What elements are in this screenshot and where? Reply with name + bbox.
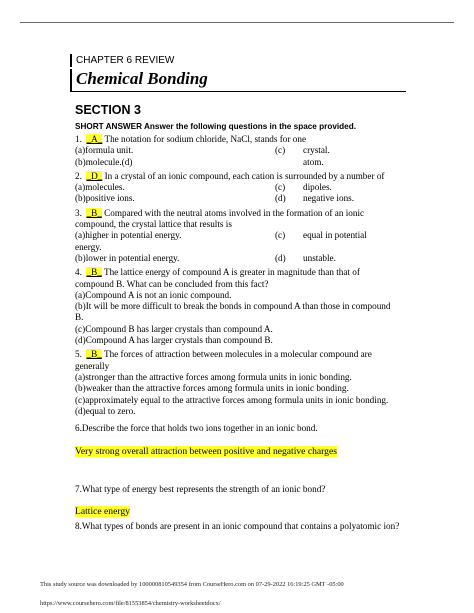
question-5 bbox=[75, 349, 400, 417]
section-instructions: SHORT ANSWER Answer the following questions in the space provided. bbox=[75, 122, 356, 131]
question-number: 3. bbox=[75, 207, 82, 218]
option-a: (a)Compound A is not an ionic compound. bbox=[75, 289, 232, 300]
option-c: (c)Compound B has larger crystals than compound A. bbox=[75, 323, 273, 334]
option-a: (a)formula unit. bbox=[75, 145, 134, 156]
question-text: The forces of attraction between molecules in a molecular compound are generally bbox=[75, 349, 372, 371]
answer-highlight: _A_ bbox=[86, 134, 103, 144]
option-d: unstable. bbox=[303, 252, 336, 263]
section-title: SECTION 3 bbox=[75, 103, 141, 117]
footer-url: https://www.coursehero.com/file/81553854/chemistry-worksheetdocx/ bbox=[40, 600, 221, 607]
question-7 bbox=[75, 484, 400, 518]
question-2 bbox=[75, 171, 400, 205]
option-b: (b)It will be more difficult to break the bonds in compound A than those in compound B. bbox=[75, 301, 391, 323]
option-b: (b)weaker than the attractive forces among formula units in ionic bonding. bbox=[75, 383, 349, 394]
title-block bbox=[70, 69, 406, 92]
footer-download-notice: This study source was downloaded by 100000810549354 from CourseHero.com on 07-29-2022 16:19:25 GMT -05:00 bbox=[40, 581, 344, 588]
option-b: (b)lower in potential energy. bbox=[75, 252, 180, 263]
chapter-label: CHAPTER 6 REVIEW bbox=[70, 54, 406, 67]
question-text: Compared with the neutral atoms involved in the formation of an ionic compound, the crystal lattice that results is bbox=[75, 207, 365, 230]
option-d: atom. bbox=[303, 156, 324, 167]
option-d: (d)equal to zero. bbox=[75, 405, 136, 416]
question-3 bbox=[75, 208, 400, 264]
option-c: equal in potential bbox=[303, 230, 367, 241]
option-a: (a)stronger than the attractive forces among formula units in ionic bonding. bbox=[75, 371, 352, 382]
question-text: The notation for sodium chloride, NaCl, stands for one bbox=[104, 134, 307, 144]
option-c: (c)approximately equal to the attractive forces among formula units in ionic bonding. bbox=[75, 394, 389, 405]
question-number: 1. bbox=[75, 134, 82, 144]
option-a: (a)higher in potential energy. bbox=[75, 230, 182, 241]
question-text: In a crystal of an ionic compound, each cation is surrounded by a number of bbox=[104, 170, 385, 181]
chapter-title: Chemical Bonding bbox=[76, 69, 208, 88]
option-c: crystal. bbox=[303, 145, 330, 156]
question-number: 2. bbox=[75, 170, 82, 181]
question-text: The lattice energy of compound A is greater in magnitude than that of compound B. What can be concluded from this fact? bbox=[75, 267, 360, 289]
option-c: dipoles. bbox=[303, 182, 332, 193]
option-d-label: (d) bbox=[275, 252, 286, 263]
option-c-label: (c) bbox=[275, 145, 286, 156]
question-4 bbox=[75, 267, 400, 346]
questions-body bbox=[75, 134, 400, 533]
question-text: 7.What type of energy best represents the strength of an ionic bond? bbox=[75, 483, 326, 494]
question-number: 5. bbox=[75, 349, 82, 360]
option-b-d: (b)molecule.(d) bbox=[75, 156, 133, 167]
top-rule bbox=[20, 22, 454, 23]
answer-response: Lattice energy bbox=[75, 506, 130, 518]
question-number: 4. bbox=[75, 267, 82, 278]
question-text: 8.What types of bonds are present in an ionic compound that contains a polyatomic ion? bbox=[75, 521, 400, 532]
option-d: negative ions. bbox=[303, 193, 355, 204]
option-c-label: (c) bbox=[275, 182, 286, 193]
option-b: (b)positive ions. bbox=[75, 193, 135, 204]
option-c-continued: energy. bbox=[75, 241, 102, 252]
answer-highlight: _B_ bbox=[86, 349, 102, 360]
option-d-label: (d) bbox=[275, 193, 286, 204]
question-text: 6.Describe the force that holds two ions together in an ionic bond. bbox=[75, 423, 318, 434]
answer-highlight: _B_ bbox=[86, 267, 102, 278]
question-1 bbox=[75, 134, 400, 168]
answer-highlight: _D_ bbox=[86, 170, 103, 181]
answer-highlight: _B_ bbox=[86, 207, 102, 218]
option-a: (a)molecules. bbox=[75, 182, 125, 193]
option-d: (d)Compound A has larger crystals than compound B. bbox=[75, 335, 273, 346]
question-6 bbox=[75, 423, 400, 458]
answer-response: Very strong overall attraction between positive and negative charges bbox=[75, 446, 337, 458]
question-8 bbox=[75, 521, 400, 532]
option-c-label: (c) bbox=[275, 230, 286, 241]
